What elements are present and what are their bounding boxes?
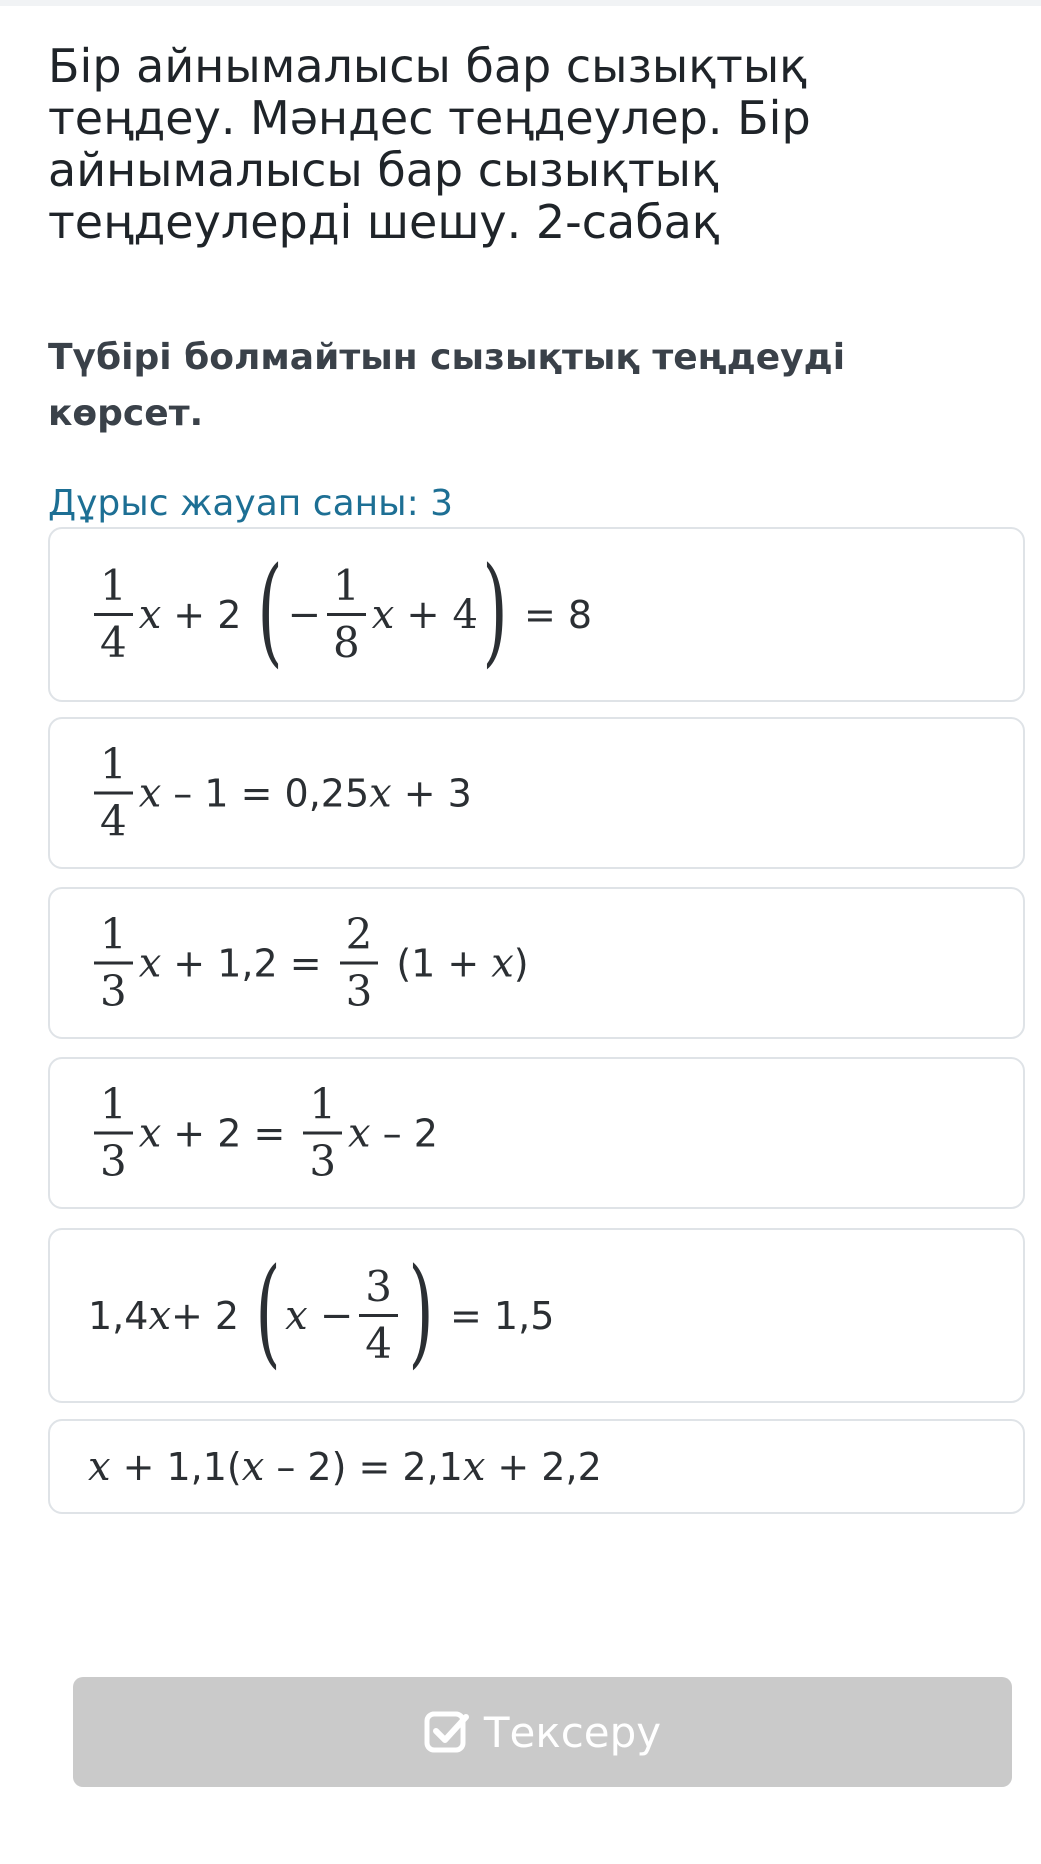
equation-1 — [88, 540, 593, 679]
fraction — [303, 1079, 342, 1186]
equation-5 — [88, 1241, 555, 1380]
minus-sign: − — [287, 591, 321, 638]
numerator: 1 — [332, 561, 360, 610]
denominator: 3 — [100, 966, 127, 1016]
denominator: 4 — [100, 796, 127, 846]
equation-text: – 2) = 2,1 — [276, 1444, 463, 1489]
numerator: 1 — [100, 739, 127, 789]
numerator: 2 — [345, 909, 373, 959]
equation-text: – 1 = 0,25 — [173, 771, 370, 815]
top-divider — [0, 0, 1041, 6]
right-paren: ) — [408, 1241, 434, 1380]
answer-option-3[interactable] — [48, 887, 1025, 1039]
answer-option-2[interactable] — [48, 717, 1025, 869]
answer-option-6[interactable] — [48, 1419, 1025, 1514]
denominator: 3 — [100, 1136, 127, 1186]
equation-3 — [88, 909, 529, 1016]
equation-text: = 8 — [524, 592, 593, 637]
variable-x: x — [241, 1443, 265, 1490]
variable-x: x — [148, 1292, 171, 1339]
variable-x: x — [369, 770, 392, 816]
equation-text: + 2 = — [173, 1111, 286, 1155]
denominator: 3 — [309, 1136, 337, 1186]
denominator: 4 — [365, 1319, 392, 1368]
question-text: Түбірі болмайтын сызықтық теңдеуді көрсет. — [48, 337, 846, 434]
equation-4 — [88, 1079, 438, 1186]
denominator: 3 — [345, 966, 373, 1016]
variable-x: x — [491, 940, 514, 986]
answer-option-4[interactable] — [48, 1057, 1025, 1209]
fraction — [340, 909, 379, 1016]
fraction — [94, 563, 133, 666]
variable-x: x — [138, 1110, 162, 1156]
fraction — [359, 1264, 398, 1367]
variable-x: x — [88, 1443, 111, 1490]
numerator: 1 — [100, 1079, 127, 1129]
variable-x: x — [138, 770, 162, 816]
variable-x: x — [371, 591, 395, 638]
numerator: 1 — [309, 1079, 337, 1129]
answer-option-5[interactable] — [48, 1228, 1025, 1403]
check-button-label: Тексеру — [483, 1707, 662, 1757]
fraction — [327, 563, 366, 666]
equation-text: + 1,2 = — [173, 941, 322, 985]
minus-sign: − — [319, 1292, 354, 1339]
equation-text: + 4 — [406, 591, 478, 638]
variable-x: x — [138, 940, 162, 986]
check-square-icon — [424, 1709, 470, 1755]
right-paren: ) — [482, 540, 508, 679]
equation-text: + 2 — [171, 1293, 240, 1338]
variable-x: x — [462, 1443, 486, 1490]
left-paren: ( — [255, 1241, 281, 1380]
denominator: 4 — [100, 618, 127, 667]
equation-text: = 1,5 — [450, 1293, 555, 1338]
variable-x: x — [285, 1292, 308, 1339]
check-button[interactable] — [73, 1677, 1012, 1787]
numerator: 1 — [100, 909, 127, 959]
equation-6 — [88, 1444, 602, 1490]
left-paren: ( — [257, 540, 284, 679]
equation-text: (1 + — [396, 941, 480, 985]
numerator: 3 — [365, 1262, 392, 1311]
answer-option-1[interactable] — [48, 527, 1025, 702]
denominator: 8 — [332, 618, 360, 667]
equation-text: 1,4 — [88, 1293, 149, 1338]
fraction — [94, 1079, 133, 1186]
lesson-title: Бір айнымалысы бар сызықтық теңдеу. Мәндес теңдеулер. Бір айнымалысы бар сызықтық теңдеулерді шешу. 2-сабақ — [48, 39, 811, 249]
correct-answers-count: Дұрыс жауап саны: 3 — [48, 483, 454, 524]
fraction — [94, 909, 133, 1016]
variable-x: x — [348, 1110, 371, 1156]
variable-x: x — [138, 591, 162, 638]
equation-text: – 2 — [382, 1111, 438, 1155]
equation-text: + 2,2 — [497, 1444, 602, 1489]
equation-text: + 1,1( — [122, 1444, 242, 1489]
equation-2 — [88, 739, 472, 846]
equation-text: + 3 — [403, 771, 472, 815]
equation-text: ) — [513, 941, 529, 985]
equation-text: + 2 — [173, 592, 242, 637]
numerator: 1 — [100, 561, 127, 610]
fraction — [94, 739, 133, 846]
